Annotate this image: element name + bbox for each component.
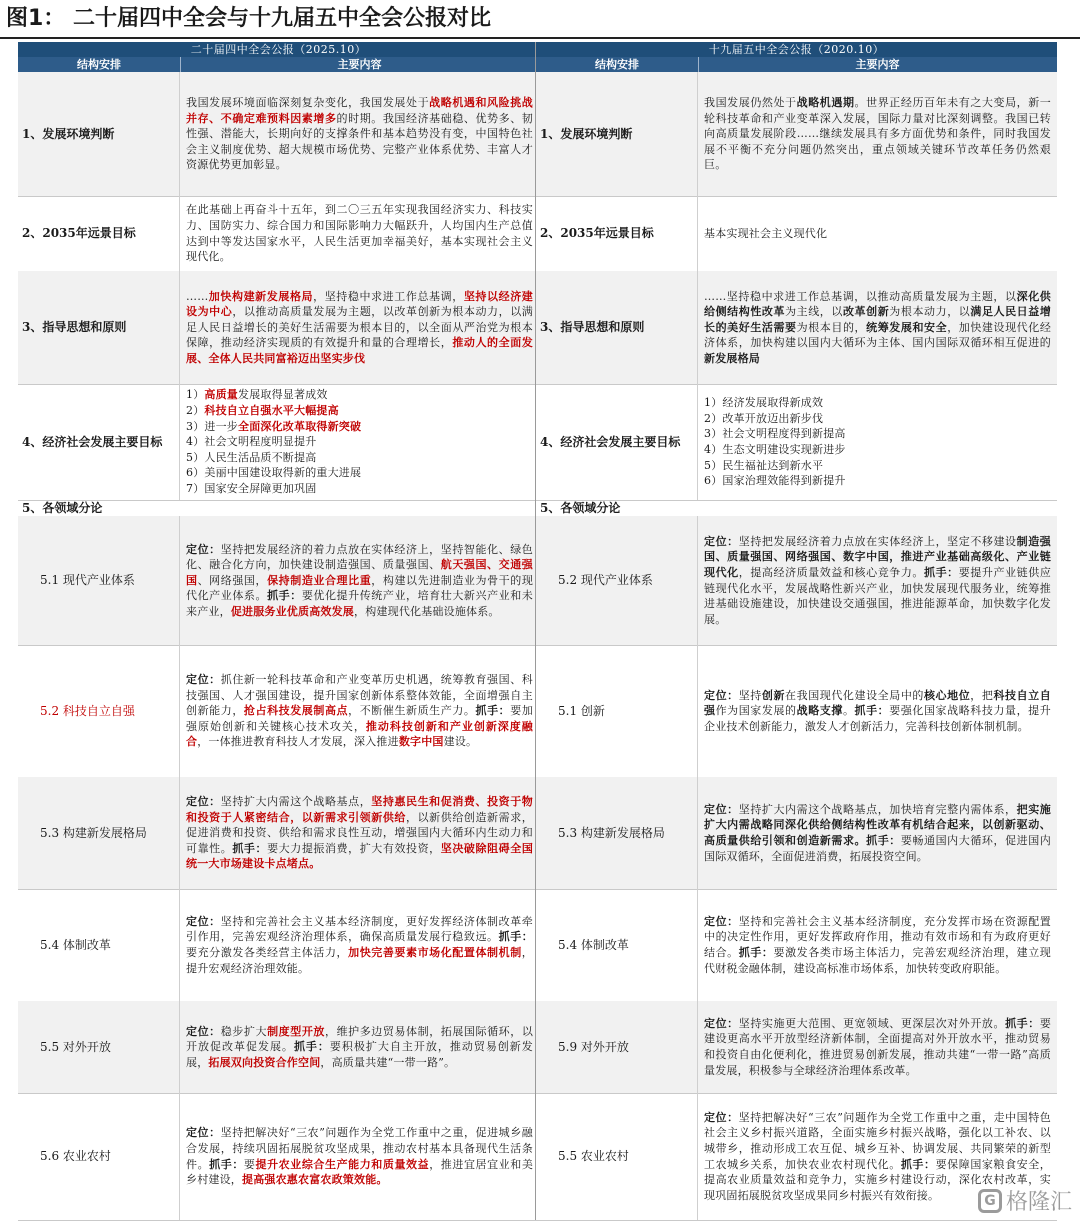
text-run: 定位： <box>704 802 739 816</box>
list-item <box>186 434 361 450</box>
text-run: 。 <box>842 704 855 718</box>
text-run: 4）社会文明程度明显提升 <box>186 435 317 449</box>
section-heading: 5、各领域分论 <box>18 500 539 517</box>
list-item <box>704 442 846 458</box>
text-run: 战略机遇期 <box>796 96 855 110</box>
row-label: 5.1 现代产业体系 <box>18 516 180 645</box>
row-content <box>180 889 539 1001</box>
right-table-header: 十九届五中全会公报（2020.10） <box>536 42 1057 57</box>
text-run: 坚持把解决好“三农”问题作为全党工作重中之重，促进城乡融合发展，持续巩固拓展脱贫攻坚成果，推动农村基本具备现代生活条件。 <box>186 1126 533 1171</box>
text-run: …… <box>186 289 209 303</box>
row-label: 1、发展环境判断 <box>536 72 698 196</box>
figure-title: 图1： 二十届四中全会与十九届五中全会公报对比 <box>6 6 491 31</box>
text-run: 为根本目的， <box>796 320 867 334</box>
table-row <box>18 1093 539 1221</box>
text-run: 抓手： <box>1005 1016 1040 1030</box>
text-run: 制度型开放 <box>267 1024 325 1038</box>
text-run: 在此基础上再奋斗十五年，到二〇三五年实现我国经济实力、科技实力、国防实力、综合国力和国际影响力大幅跃升，人均国内生产总值达到中等发达国家水平，人民生活更加幸福美好，基本实现社会主义现代化。 <box>186 203 533 264</box>
text-run: 定位： <box>704 1016 739 1030</box>
table-row <box>536 889 1057 1002</box>
text-run: ，以推动高质量发展为主题，以改革创新为根本动力，以满足人民日益增长的美好生活需要为根本目的，以全面从严治党为根本保障，推动经济实现质的有效提升和量的合理增长， <box>186 305 533 350</box>
row-content <box>180 1093 539 1220</box>
row-content <box>180 1001 539 1093</box>
text-run: 深化供给侧结构性改革 <box>704 289 1051 319</box>
row-content <box>180 72 539 196</box>
comparison-table <box>18 42 1080 1220</box>
text-run: 满足人民日益增长的美好生活需要 <box>704 305 1052 334</box>
text-run: 定位： <box>186 914 221 928</box>
text-run: 我国发展仍然处于 <box>704 96 797 110</box>
text-run: 为主线，以 <box>785 305 843 319</box>
text-run: 7）国家安全屏障更加巩固 <box>186 481 317 495</box>
text-run: 定位： <box>186 673 221 687</box>
text-run: 1）经济发展取得新成效 <box>704 396 824 410</box>
right-table <box>536 42 1057 1220</box>
text-run: 提升农业综合生产能力和质量效益 <box>255 1157 430 1171</box>
text-run: 战略机遇和风险挑战并存、不确定难预料因素增多 <box>186 96 533 125</box>
right-col-content-header: 主要内容 <box>855 58 900 71</box>
row-label: 5.6 农业农村 <box>18 1093 180 1220</box>
watermark-text: 格隆汇 <box>1005 1190 1072 1215</box>
text-run: 在我国现代化建设全局中的 <box>785 688 924 702</box>
row-content <box>698 271 1057 384</box>
text-run: 促进服务业优质高效发展 <box>230 604 355 618</box>
list-item <box>186 387 361 403</box>
text-run: 稳步扩大 <box>220 1024 268 1038</box>
row-content <box>180 196 539 271</box>
text-run: 。世界正经历百年未有之大变局，新一轮科技革命和产业变革深入发展，国际力量对比深刻调整。我国已转向高质量发展阶段……继续发展具有多方面优势和条件，同时我国发展不平衡不充分问题仍然突出，重点领域关键环节改革任务仍然艰巨。 <box>704 96 1052 172</box>
text-run: 推动科技创新和产业创新深度融合 <box>186 719 533 749</box>
text-run: 坚持以经济建设为中心 <box>186 289 533 319</box>
text-run: 拓展双向投资合作空间 <box>208 1055 321 1069</box>
text-run: 坚持把解决好“三农”问题作为全党工作重中之重，走中国特色社会主义乡村振兴道路，全面实施乡村振兴战略，强化以工补农、以城带乡，推动形成工农互促、城乡互补、协调发展、共同繁荣的新型工农城乡关系，加快农业农村现代化。 <box>704 1110 1051 1171</box>
row-content <box>698 645 1057 777</box>
text-run: 的时期。我国经济基础稳、优势多、韧性强、潜能大，长期向好的支撑条件和基本趋势没有变，中国特色社会主义制度优势、超大规模市场优势、完整产业体系优势、丰富人才资源优势更加彰显。 <box>186 111 533 172</box>
text-run: 要畅通国内大循环，促进国内国际双循环，全面促进消费，拓展投资空间。 <box>704 834 1051 863</box>
row-label: 5.4 体制改革 <box>536 889 698 1001</box>
text-run: 定位： <box>704 1110 739 1124</box>
text-run: 抓手： <box>267 589 302 603</box>
text-run: 为根本动力，以 <box>889 305 971 319</box>
text-run: 要强化国家战略科技力量，提升企业技术创新能力，激发人才创新活力，完善科技创新体制机制。 <box>704 704 1051 733</box>
list-item <box>704 411 846 427</box>
text-run: 核心地位 <box>923 688 971 702</box>
text-run: 定位： <box>186 1126 221 1140</box>
text-run: 推动人的全面发展、全体人民共同富裕迈出坚实步伐 <box>186 336 533 365</box>
table-row <box>18 645 539 778</box>
text-run: ，构建现代化基础设施体系。 <box>354 604 500 618</box>
row-label: 5.3 构建新发展格局 <box>536 777 698 889</box>
row-label: 5.3 构建新发展格局 <box>18 777 180 889</box>
text-run: 5）人民生活品质不断提高 <box>186 450 317 464</box>
row-label: 2、2035年远景目标 <box>18 196 180 271</box>
text-run: ，高质量共建“一带一路”。 <box>320 1055 456 1069</box>
row-label: 5.5 农业农村 <box>536 1093 698 1220</box>
text-run: 要充分激发各类经营主体活力， <box>186 946 349 959</box>
text-run: 坚持扩大内需这个战略基点，加快培育完整内需体系， <box>738 802 1017 816</box>
table-row <box>536 271 1057 385</box>
text-run: 要建设更高水平开放型经济新体制，全面提高对外开放水平，推动贸易和投资自由化便利化，推进贸易创新发展，推动共建“一带一路”高质量发展，积极参与全球经济治理体系改革。 <box>704 1016 1052 1077</box>
row-content <box>698 384 1057 500</box>
text-run: ，坚持稳中求进工作总基调， <box>313 289 464 303</box>
left-table-header: 二十届四中全会公报（2025.10） <box>18 42 539 57</box>
table-row <box>536 72 1057 197</box>
table-row <box>18 271 539 385</box>
row-label: 2、2035年远景目标 <box>536 196 698 271</box>
text-run: 高质量 <box>204 388 239 402</box>
list-item <box>704 395 846 411</box>
text-run: 保持制造业合理比重 <box>267 573 372 587</box>
text-run: 抓手： <box>866 834 901 847</box>
text-run: 坚持扩大内需这个战略基点， <box>220 795 372 809</box>
row-content <box>698 516 1057 645</box>
table-row <box>536 516 1057 646</box>
list-item <box>704 473 846 489</box>
text-run: 3）社会文明程度得到新提高 <box>704 427 846 441</box>
list-item <box>186 419 361 435</box>
text-run: 坚持和完善社会主义基本经济制度，充分发挥市场在资源配置中的决定性作用，更好发挥政府作用，推动有效市场和有为政府更好结合。 <box>704 914 1051 959</box>
text-run: 坚持和完善社会主义基本经济制度，更好发挥经济体制改革牵引作用，完善宏观经济治理体系，确保高质量发展行稳致远。 <box>186 914 533 944</box>
table-row <box>536 645 1057 778</box>
text-run: 提高强农惠农富农政策效能。 <box>242 1173 388 1187</box>
text-run: 定位： <box>704 688 739 702</box>
text-run: ，不断催生新质生产力。 <box>348 704 476 718</box>
text-run: 2）改革开放迈出新步伐 <box>704 411 824 425</box>
text-run: 改革创新 <box>842 305 890 319</box>
row-content <box>180 777 539 889</box>
text-run: 坚决破除阻碍全国统一大市场建设卡点堵点。 <box>186 841 534 871</box>
text-run: 坚持实施更大范围、更宽领域、更深层次对外开放。 <box>738 1016 1006 1030</box>
text-run: 要大力提振消费，扩大有效投资， <box>267 841 441 855</box>
center-divider <box>535 42 536 1220</box>
text-run: 抓住新一轮科技革命和产业变革历史机遇，统筹教育强国、科技强国、人才强国建设，提升国家创新体系整体效能，全面增强自主创新能力， <box>186 673 533 718</box>
row-content <box>180 271 539 384</box>
row-content <box>698 196 1057 271</box>
row-label: 5.2 科技自立自强 <box>18 645 180 777</box>
left-column-headers <box>18 57 539 72</box>
list-item <box>704 458 846 474</box>
row-content <box>180 645 539 777</box>
text-run: 把实施扩大内需战略同深化供给侧结构性改革有机结合起来，以创新驱动、高质量供给引领和创造新需求。 <box>704 802 1051 847</box>
left-col-content-header: 主要内容 <box>337 58 382 71</box>
table-row <box>18 384 539 501</box>
row-content <box>180 516 539 645</box>
text-run: 作为国家发展的 <box>715 704 797 718</box>
text-run: 定位： <box>186 542 221 556</box>
text-run: ，一体推进教育科技人才发展，深入推进 <box>197 735 399 749</box>
text-run: 抓手： <box>900 1157 936 1171</box>
text-run: ……坚持稳中求进工作总基调，以推动高质量发展为主题，以 <box>704 289 1017 303</box>
text-run: 抓手： <box>854 704 890 718</box>
text-run: 创新 <box>761 688 786 702</box>
text-run: ，提升宏观经济治理效能。 <box>186 946 533 975</box>
row-label: 5.5 对外开放 <box>18 1001 180 1093</box>
row-label: 3、指导思想和原则 <box>18 271 180 384</box>
text-run: 2） <box>186 404 205 418</box>
text-run: ，提高经济质量效益和核心竞争力。 <box>738 565 925 579</box>
text-run: 战略支撑 <box>796 704 843 718</box>
text-run: 定位： <box>186 795 221 809</box>
table-row <box>18 889 539 1002</box>
row-label: 5.4 体制改革 <box>18 889 180 1001</box>
row-label: 5.1 创新 <box>536 645 698 777</box>
list-item <box>704 426 846 442</box>
text-run: 要提升产业链供应链现代化水平，发展战略性新兴产业，加快发展现代服务业，统筹推进基础设施建设，加快建设交通强国，推进能源革命，加快数字化发展。 <box>704 565 1052 626</box>
text-run: 科技自立自强 <box>704 688 1051 718</box>
row-content <box>698 777 1057 889</box>
text-run: 坚持把发展经济的着力点放在实体经济上，坚持智能化、绿色化、融合化方向，加快建设制造强国、质量强国、 <box>186 542 533 572</box>
list-item <box>186 465 361 481</box>
text-run: 定位： <box>704 534 739 548</box>
row-content <box>180 384 539 500</box>
text-run: 要优化提升传统产业，培育壮大新兴产业和未来产业， <box>186 589 534 618</box>
text-run: 6）美丽中国建设取得新的重大进展 <box>186 466 362 480</box>
text-run: 5）民生福祉达到新水平 <box>704 458 824 472</box>
text-run: 抓手： <box>209 1157 244 1171</box>
row-label: 1、发展环境判断 <box>18 72 180 196</box>
text-run: 抓手： <box>475 704 511 718</box>
table-row <box>18 72 539 197</box>
text-run: 抢占科技发展制高点 <box>243 704 349 718</box>
row-label: 4、经济社会发展主要目标 <box>536 384 698 500</box>
text-run: 定位： <box>186 1024 221 1038</box>
text-run: 我国发展环境面临深刻复杂变化，我国发展处于 <box>186 96 430 110</box>
table-row <box>536 777 1057 890</box>
row-content <box>698 1001 1057 1093</box>
list-item <box>186 403 361 419</box>
text-run: 要激发各类市场主体活力，完善宏观经济治理，建立现代财税金融体制，建设高标准市场体系，加快转变政府职能。 <box>704 946 1051 975</box>
row-label: 3、指导思想和原则 <box>536 271 698 384</box>
text-run: ，把 <box>970 688 994 702</box>
text-run: 科技自立自强水平大幅提高 <box>204 404 339 418</box>
text-run: 加快完善要素市场化配置体制机制 <box>348 946 522 959</box>
text-run: 要 <box>243 1157 256 1171</box>
left-table <box>18 42 539 1220</box>
text-run: 全面深化改革取得新突破 <box>238 419 362 433</box>
text-run: ，推进宜居宜业和美乡村建设， <box>186 1157 534 1187</box>
text-run: 抓手： <box>232 841 268 855</box>
text-run: 数字中国 <box>398 735 444 749</box>
text-run: 抓手： <box>924 565 959 579</box>
text-run: 航天强国、交通强国 <box>186 558 533 587</box>
table-row <box>536 1001 1057 1094</box>
table-row <box>536 384 1057 501</box>
text-run: 6）国家治理效能得到新提升 <box>704 474 846 488</box>
text-run: ，以新供给创造新需求，促进消费和投资、供给和需求良性互动，增强国内大循环内生动力和可靠性。 <box>186 810 533 855</box>
text-run: 抓手： <box>498 930 533 944</box>
text-run: 加快构建新发展格局 <box>208 289 314 303</box>
text-run: 基本实现社会主义现代化 <box>704 226 828 240</box>
row-content <box>698 889 1057 1001</box>
text-run: ，构建以先进制造业为骨干的现代化产业体系。 <box>186 573 534 603</box>
text-run: 坚持把发展经济着力点放在实体经济上，坚定不移建设 <box>738 534 1017 548</box>
text-run: 坚持 <box>738 688 762 702</box>
row-label: 4、经济社会发展主要目标 <box>18 384 180 500</box>
list-item <box>186 450 361 466</box>
row-content <box>698 72 1057 196</box>
text-run: 发展取得显著成效 <box>238 388 328 402</box>
text-run: 要保障国家粮食安全，提高农业质量效益和竞争力，实施乡村建设行动，深化农村改革，实现巩固拓展脱贫攻坚成果同乡村振兴有效衔接。 <box>704 1157 1052 1202</box>
text-run: 新发展格局 <box>704 351 760 365</box>
text-run: 4）生态文明建设实现新进步 <box>704 443 846 456</box>
text-run: 统筹发展和安全 <box>866 320 948 334</box>
right-column-headers <box>536 57 1057 72</box>
watermark-logo-icon: G <box>978 1189 1002 1213</box>
text-run: 、网络强国， <box>197 573 268 587</box>
table-row <box>18 196 539 272</box>
text-run: 建设。 <box>443 735 478 749</box>
left-col-structure-header: 结构安排 <box>18 57 181 72</box>
row-label: 5.2 现代产业体系 <box>536 516 698 645</box>
text-run: ，维护多边贸易体制，拓展国际循环，以开放促改革促发展。 <box>186 1024 534 1054</box>
list-item <box>186 481 361 497</box>
text-run: 定位： <box>704 914 739 928</box>
text-run: 抓手： <box>293 1040 330 1054</box>
title-divider <box>0 37 1080 39</box>
watermark <box>978 1185 1072 1216</box>
table-row <box>18 777 539 890</box>
row-label: 5.9 对外开放 <box>536 1001 698 1093</box>
table-row <box>536 196 1057 272</box>
table-row <box>18 1001 539 1094</box>
text-run: 坚持惠民生和促消费、投资于物和投资于人紧密结合，以新需求引领新供给 <box>186 795 533 824</box>
text-run: 1） <box>186 388 205 402</box>
text-run: 要加强原始创新和关键核心技术攻关， <box>186 704 534 733</box>
text-run: 制造强国、质量强国、网络强国、数字中国，推进产业基础高级化、产业链现代化 <box>704 534 1051 579</box>
text-run: ，加快建设现代化经济体系，加快构建以国内大循环为主体、国内国际双循环相互促进的 <box>704 320 1052 350</box>
text-run: 抓手： <box>738 946 774 959</box>
table-row <box>18 516 539 646</box>
text-run: 3）进一步 <box>186 419 238 433</box>
section-heading: 5、各领域分论 <box>536 500 1057 517</box>
text-run: 要积极扩大自主开放，推动贸易创新发展， <box>186 1040 533 1069</box>
right-col-structure-header: 结构安排 <box>536 57 699 72</box>
